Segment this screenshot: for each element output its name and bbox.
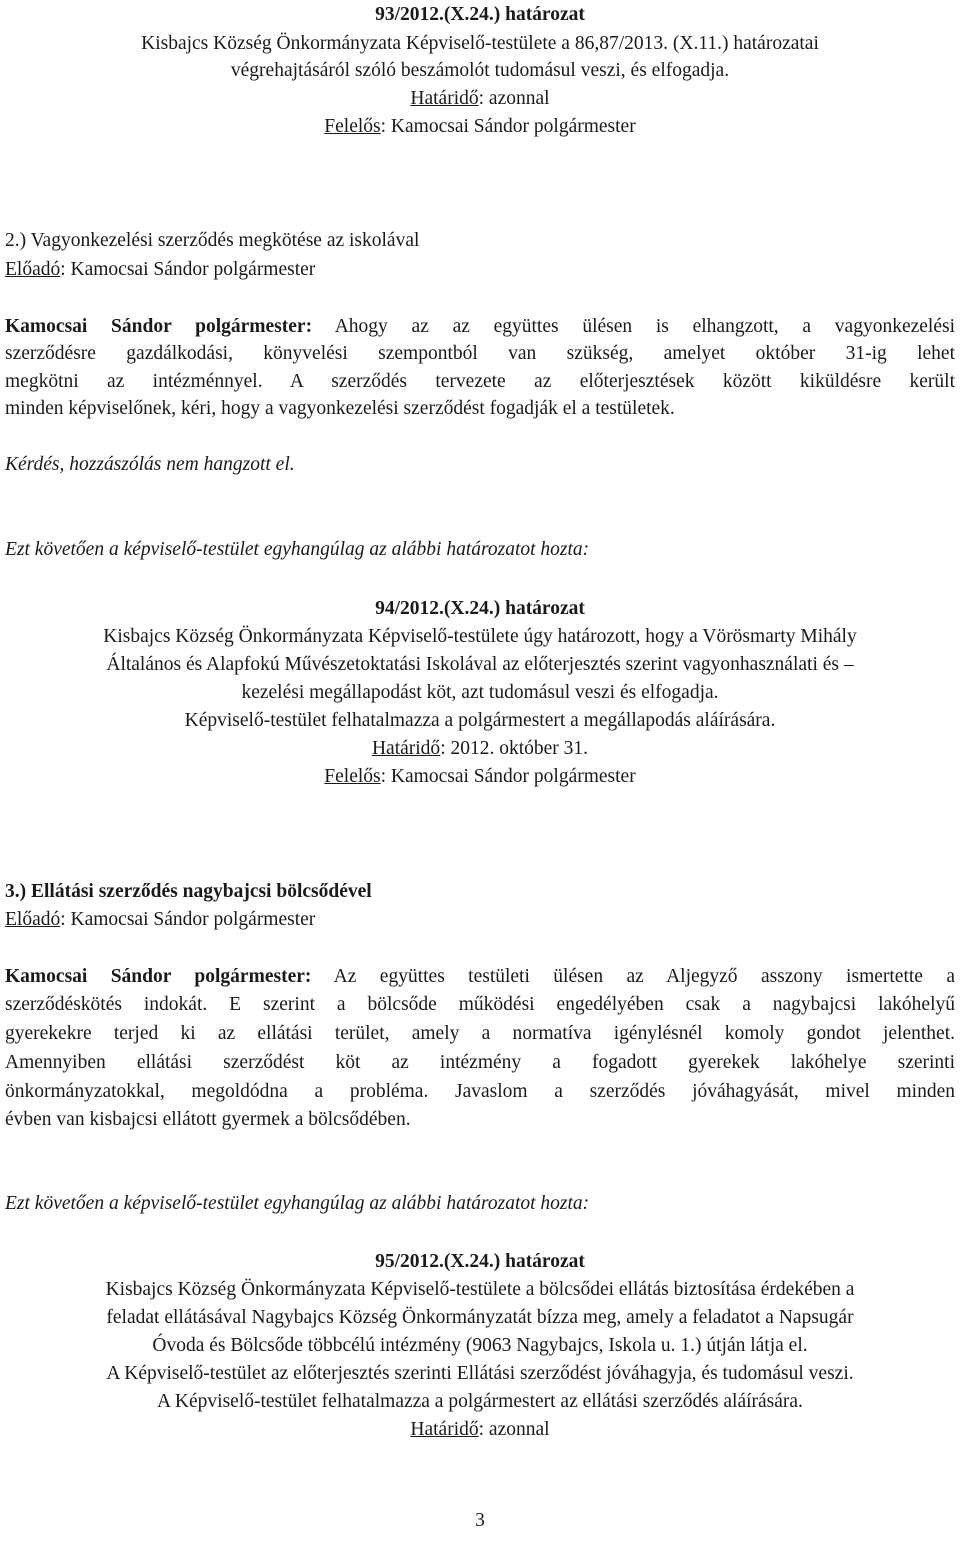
decision-94-line-2: Általános és Alapfokú Művészetoktatási Iskolával az előterjesztés szerint vagyonhasználati és –: [106, 654, 854, 675]
section-3-paragraph-line-2: szerződéskötés indokát. E szerint a bölcsőde működési engedélyében csak a nagybajcsi lakóhelyű: [5, 994, 955, 1015]
decision-93-deadline: [5, 86, 955, 112]
decision-93-title: 93/2012.(X.24.) határozat: [375, 4, 585, 25]
decision-93-line-2: végrehajtásáról szóló beszámolót tudomásul veszi, és elfogadja.: [230, 60, 730, 81]
decision-95-line-1: Kisbajcs Község Önkormányzata Képviselő-testülete a bölcsődei ellátás biztosítása érdekében a: [105, 1279, 855, 1300]
section-3-vote: Ezt követően a képviselő-testület egyhangúlag az alábbi határozatot hozta:: [5, 1193, 590, 1214]
section-2-paragraph-line-1: [5, 314, 955, 340]
decision-93-line-1: Kisbajcs Község Önkormányzata Képviselő-testülete a 86,87/2013. (X.11.) határozatai: [141, 33, 819, 54]
decision-94-line-1: Kisbajcs Község Önkormányzata Képviselő-testülete úgy határozott, hogy a Vörösmarty Mihály: [103, 626, 857, 647]
deadline-label: Határidő: [410, 88, 479, 109]
decision-94-title: 94/2012.(X.24.) határozat: [375, 598, 585, 619]
section-2-vote: Ezt követően a képviselő-testület egyhangúlag az alábbi határozatot hozta:: [5, 539, 590, 560]
responsible-label: Felelős: [324, 116, 381, 137]
section-3-paragraph-line-4: Amennyiben ellátási szerződést köt az intézmény a fogadott gyerekek lakóhelye szerinti: [5, 1052, 955, 1073]
paragraph-text: Ahogy az az együttes ülésen is elhangzott, a vagyonkezelési: [312, 316, 955, 337]
deadline-value: : azonnal: [478, 1419, 550, 1440]
deadline-value: : 2012. október 31.: [440, 738, 589, 759]
section-2-presenter: [5, 257, 955, 283]
presenter-label: Előadó: [5, 909, 61, 930]
speaker-name: Kamocsai Sándor polgármester:: [5, 966, 312, 987]
responsible-value: : Kamocsai Sándor polgármester: [380, 116, 636, 137]
deadline-label: Határidő: [410, 1419, 479, 1440]
decision-94-deadline: [5, 736, 955, 762]
deadline-label: Határidő: [371, 738, 441, 759]
presenter-value: : Kamocsai Sándor polgármester: [60, 909, 316, 930]
speaker-name: Kamocsai Sándor polgármester:: [5, 316, 313, 337]
responsible-value: : Kamocsai Sándor polgármester: [380, 766, 636, 787]
decision-94-responsible: [5, 764, 955, 790]
section-3-paragraph-line-3: gyerekekre terjed ki az ellátási terület, amely a normatíva igénylésnél komoly gondot jelenthet.: [5, 1023, 955, 1044]
paragraph-text: Az együttes testületi ülésen az Aljegyző asszony ismertette a: [311, 966, 955, 987]
deadline-value: : azonnal: [478, 88, 550, 109]
decision-94-line-3: kezelési megállapodást köt, azt tudomásul veszi és elfogadja.: [241, 682, 719, 703]
section-2-heading: 2.) Vagyonkezelési szerződés megkötése az iskolával: [5, 230, 420, 251]
presenter-label: Előadó: [5, 259, 61, 280]
presenter-value: : Kamocsai Sándor polgármester: [60, 259, 316, 280]
decision-95-line-4: A Képviselő-testület az előterjesztés szerinti Ellátási szerződést jóváhagyja, és tudomásul veszi.: [106, 1363, 854, 1384]
decision-95-line-3: Óvoda és Bölcsőde többcélú intézmény (9063 Nagybajcs, Iskola u. 1.) útján látja el.: [152, 1335, 808, 1356]
section-3-paragraph-line-6: évben van kisbajcsi ellátott gyermek a bölcsődében.: [5, 1109, 411, 1130]
decision-95-title: 95/2012.(X.24.) határozat: [375, 1251, 585, 1272]
decision-95-deadline: [5, 1417, 955, 1443]
section-3-presenter: [5, 907, 955, 933]
page-number: 3: [475, 1510, 485, 1531]
section-2-paragraph-line-3: megkötni az intézménnyel. A szerződés tervezete az előterjesztések között kiküldésre került: [5, 371, 955, 392]
section-2-paragraph-line-2: szerződésre gazdálkodási, könyvelési szempontból van szükség, amelyet október 31-ig lehet: [5, 343, 955, 364]
decision-93-responsible: [5, 114, 955, 140]
section-3-heading: 3.) Ellátási szerződés nagybajcsi bölcsődével: [5, 881, 372, 902]
responsible-label: Felelős: [324, 766, 381, 787]
section-2-note: Kérdés, hozzászólás nem hangzott el.: [5, 454, 295, 475]
decision-95-line-2: feladat ellátásával Nagybajcs Község Önkormányzatát bízza meg, amely a feladatot a Napsugár: [106, 1307, 854, 1328]
section-3-paragraph-line-5: önkormányzatokkal, megoldódna a probléma. Javaslom a szerződés jóváhagyását, mivel minden: [5, 1081, 955, 1102]
decision-95-line-5: A Képviselő-testület felhatalmazza a polgármestert az ellátási szerződés aláírására.: [157, 1391, 803, 1412]
decision-94-line-4: Képviselő-testület felhatalmazza a polgármestert a megállapodás aláírására.: [184, 710, 776, 731]
document-page: [5, 0, 955, 1541]
section-2-paragraph-line-4: minden képviselőnek, kéri, hogy a vagyonkezelési szerződést fogadják el a testületek.: [5, 398, 675, 419]
section-3-paragraph-line-1: [5, 964, 955, 990]
